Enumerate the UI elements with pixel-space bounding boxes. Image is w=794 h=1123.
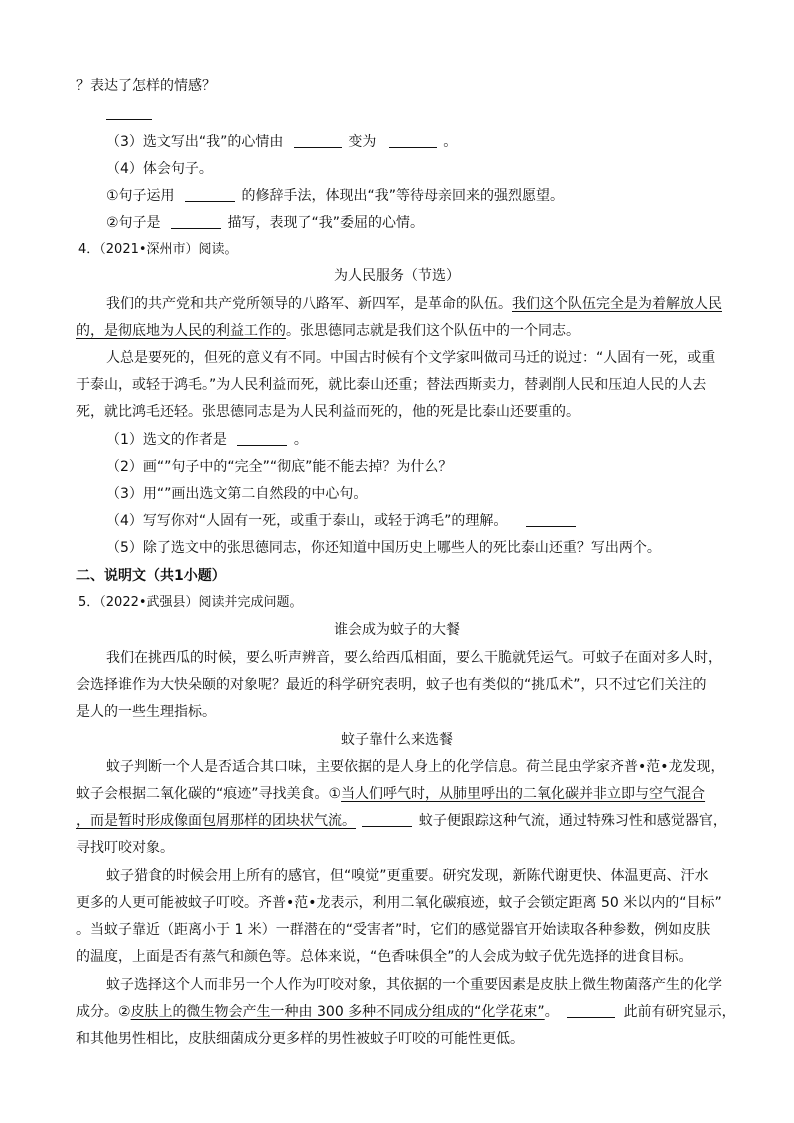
q4-question-4 <box>106 511 576 531</box>
q4-question-3: （3）用“”画出选文第二自然段的中心句。 <box>106 486 368 502</box>
q5-p4-line1: 蚊子选择这个人而非另一个人作为叮咬对象，其依据的一个重要因素是皮肤上微生物菌落产生的化学 <box>106 977 722 993</box>
q4-p2-line2: 于泰山，或轻于鸿毛。”为人民利益而死，就比泰山还重；替法西斯卖力，替剥削人民和压迫人民的人去 <box>76 377 707 393</box>
answer-blank[interactable] <box>237 431 287 446</box>
q4-question-5: （5）除了选文中的张思德同志，你还知道中国历史上哪些人的死比泰山还重？写出两个。 <box>106 540 661 556</box>
q5-p4-line2 <box>76 1002 736 1022</box>
passage-text: 此前有研究显示， <box>623 1004 736 1020</box>
q5-p2-line3 <box>76 811 727 831</box>
q3-sub4-text: （4）体会句子。 <box>106 161 213 177</box>
passage-text: 我们的共产党和共产党所领导的八路军、新四军，是革命的队伍。 <box>106 296 512 312</box>
q3-sub3-text: 。 <box>443 134 458 150</box>
answer-blank-line <box>106 104 152 124</box>
q5-p3-line3: 。当蚊子靠近（距离小于 1 米）一群潜在的“受害者”时，它们的感觉器官开始读取各种参数，例如皮肤 <box>76 922 711 938</box>
answer-blank[interactable] <box>567 1003 615 1018</box>
q3-s2-text: 描写，表现了“我”委屈的心情。 <box>227 215 424 231</box>
underlined-sentence: ，而是暂时形成像面包屑那样的团块状气流。 <box>76 813 356 829</box>
q5-subtitle: 蚊子靠什么来选餐 <box>341 732 453 748</box>
q3-sub3 <box>106 132 457 152</box>
passage-text: 。 <box>544 1004 559 1020</box>
q3-s2-text: ②句子是 <box>106 215 161 231</box>
q4-p2-line3: 死，就比鸿毛还轻。张思德同志是为人民利益而死的，他的死是比泰山还要重的。 <box>76 404 580 420</box>
underlined-sentence: 我们这个队伍完全是为着解放人民 <box>512 296 722 312</box>
q5-p1-line3: 是人的一些生理指标。 <box>76 704 216 720</box>
q4-question-2: （2）画“”句子中的“完全”“彻底”能不能去掉？为什么？ <box>106 459 453 475</box>
answer-blank[interactable] <box>389 133 437 148</box>
answer-blank[interactable] <box>171 214 221 229</box>
question-text: （4）写写你对“人固有一死，或重于泰山，或轻于鸿毛”的理解。 <box>106 513 508 529</box>
section-heading: 二、说明文（共1小题） <box>76 568 226 584</box>
q3-sub3-text: （3）选文写出“我”的心情由 <box>106 134 284 150</box>
q5-p2-line2 <box>76 784 705 804</box>
answer-blank[interactable] <box>526 512 576 527</box>
q3-sentence2 <box>106 213 424 233</box>
underlined-sentence: 皮肤上的微生物会产生一种由 300 多种不同成分组成的“化学花束” <box>130 1004 545 1020</box>
answer-blank[interactable] <box>106 105 152 120</box>
q3-s1-text: 的修辞手法，体现出“我”等待母亲回来的强烈愿望。 <box>241 188 564 204</box>
passage-text: 蚊子便跟踪这种气流，通过特殊习性和感觉器官， <box>418 813 727 829</box>
underlined-sentence: 当人们呼气时，从肺里呼出的二氧化碳并非立即与空气混合 <box>341 786 706 802</box>
underlined-sentence: 的，是彻底地为人民的利益工作的 <box>76 323 286 339</box>
q3-sub4 <box>106 159 213 179</box>
q4-question-1 <box>106 430 308 450</box>
q5-p3-line4: 的温度，上面是否有蒸气和颜色等。总体来说，“色香味俱全”的人会成为蚊子优先选择的进食目标。 <box>76 949 693 965</box>
answer-blank[interactable] <box>185 187 235 202</box>
q5-p1-line1: 我们在挑西瓜的时候，要么听声辨音，要么给西瓜相面，要么干脆就凭运气。可蚊子在面对多人时， <box>106 650 722 666</box>
q5-p2-line1: 蚊子判断一个人是否适合其口味，主要依据的是人身上的化学信息。荷兰昆虫学家齐普•范•龙发现， <box>106 759 725 775</box>
passage-text: 成分。② <box>76 1004 131 1020</box>
q4-p1-line2 <box>76 321 580 341</box>
q5-p1-line2: 会选择谁作为大快朵颐的对象呢？最近的科学研究表明，蚊子也有类似的“挑瓜术”，只不过它们关注的 <box>76 677 707 693</box>
q5-p3-line2: 更多的人更可能被蚊子叮咬。齐普•范•龙表示，利用二氧化碳痕迹，蚊子会锁定距离 50 米以内的“目标” <box>76 895 722 911</box>
q4-p1-line1 <box>106 294 722 314</box>
q5-passage-title: 谁会成为蚊子的大餐 <box>334 622 460 638</box>
q3-sentence1 <box>106 186 564 206</box>
passage-text: 蚊子会根据二氧化碳的“痕迹”寻找美食。① <box>76 786 342 802</box>
passage-text: 。张思德同志就是我们这个队伍中的一个同志。 <box>286 323 580 339</box>
answer-blank[interactable] <box>294 133 342 148</box>
q5-p4-line3: 和其他男性相比，皮肤细菌成分更多样的男性被蚊子叮咬的可能性更低。 <box>76 1031 524 1047</box>
question-text: 。 <box>293 432 308 448</box>
q3-line <box>76 76 216 96</box>
q3-sub3-text: 变为 <box>348 134 377 150</box>
q5-header: 5．（2022•武强县）阅读并完成问题。 <box>78 595 303 610</box>
q4-passage-title: 为人民服务（节选） <box>334 268 460 284</box>
q3-emotion-question: ？表达了怎样的情感？ <box>76 78 216 94</box>
q4-header: 4．（2021•深州市）阅读。 <box>78 242 238 257</box>
q5-p3-line1: 蚊子猎食的时候会用上所有的感官，但“嗅觉”更重要。研究发现，新陈代谢更快、体温更高、汗水 <box>106 868 709 884</box>
answer-blank[interactable] <box>362 812 412 827</box>
q5-p2-line4: 寻找叮咬对象。 <box>76 840 174 856</box>
q4-p2-line1: 人总是要死的，但死的意义有不同。中国古时候有个文学家叫做司马迁的说过：“人固有一死，或重 <box>106 350 716 366</box>
question-text: （1）选文的作者是 <box>106 432 227 448</box>
q3-s1-text: ①句子运用 <box>106 188 175 204</box>
